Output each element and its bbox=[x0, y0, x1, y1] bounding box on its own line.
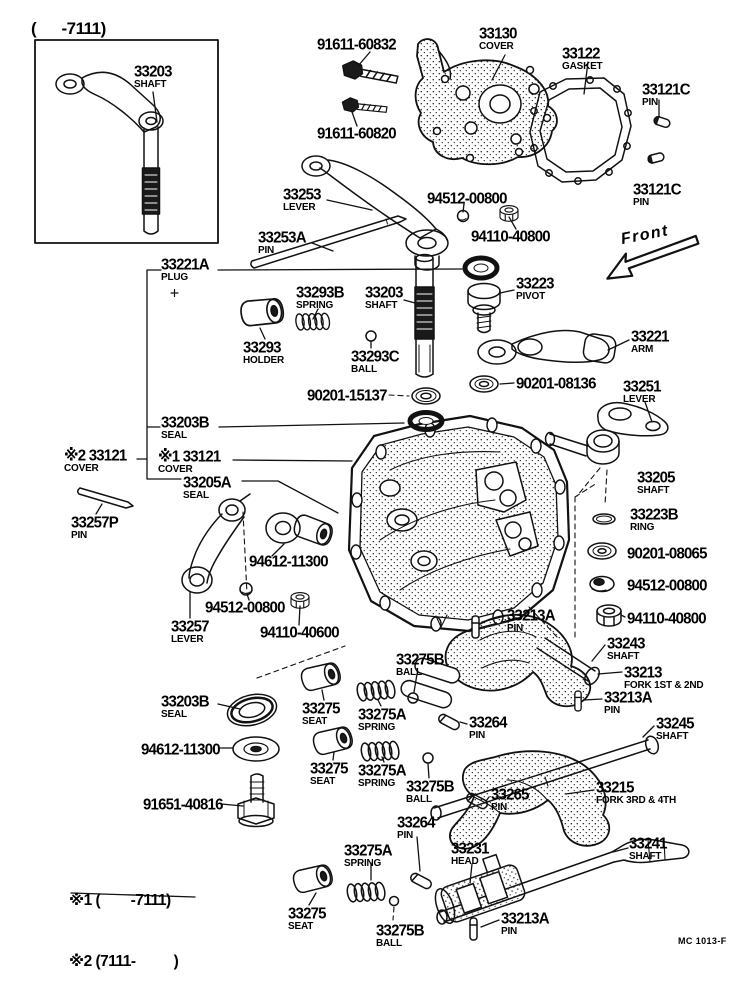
part-label bbox=[358, 707, 406, 733]
part-number: 33223 bbox=[516, 274, 554, 293]
part-number: 33213 bbox=[624, 663, 662, 682]
part-number: 33275 bbox=[310, 759, 348, 778]
part-label bbox=[471, 229, 550, 244]
part-number: 33223B bbox=[630, 505, 678, 524]
part-name: PIVOT bbox=[516, 291, 546, 302]
part-name: BALL bbox=[351, 364, 377, 375]
part-label bbox=[358, 763, 406, 789]
part-label bbox=[491, 787, 529, 813]
part-number: 33221A bbox=[161, 255, 209, 274]
part-name: SEAT bbox=[302, 716, 328, 727]
part-number: 33253A bbox=[258, 228, 306, 247]
part-label bbox=[451, 841, 489, 867]
part-number: 33265 bbox=[491, 785, 529, 804]
part-number: 90201-08065 bbox=[627, 544, 707, 563]
part-number: 33275B bbox=[396, 650, 444, 669]
part-name: LEVER bbox=[283, 202, 316, 213]
part-name: SPRING bbox=[358, 778, 396, 789]
part-label bbox=[406, 779, 454, 805]
part-label bbox=[397, 815, 435, 841]
part-name: LEVER bbox=[623, 394, 656, 405]
part-number: 33275 bbox=[302, 699, 340, 718]
footnotes bbox=[69, 851, 178, 992]
part-number: 33203 bbox=[365, 283, 403, 302]
part-number: 33205A bbox=[183, 473, 231, 492]
part-name: SHAFT bbox=[656, 731, 689, 742]
part-label bbox=[637, 470, 675, 496]
part-name: BALL bbox=[406, 794, 432, 805]
part-label bbox=[607, 636, 645, 662]
part-label bbox=[283, 187, 321, 213]
part-label bbox=[624, 665, 703, 691]
part-name: COVER bbox=[479, 41, 514, 52]
part-name: SEAL bbox=[183, 490, 209, 501]
part-number: 33257P bbox=[71, 513, 118, 532]
part-name: SPRING bbox=[296, 300, 334, 311]
part-label bbox=[260, 625, 339, 640]
part-label bbox=[317, 37, 396, 52]
footnote-2: ※2 (7111- ) bbox=[69, 952, 179, 970]
part-label bbox=[302, 701, 340, 727]
part-label bbox=[310, 761, 348, 787]
part-label bbox=[258, 230, 306, 256]
part-number: 33275A bbox=[358, 761, 406, 780]
part-name: PIN bbox=[258, 245, 275, 256]
part-number: 33275 bbox=[288, 904, 326, 923]
part-name: PIN bbox=[507, 623, 524, 634]
part-name: COVER bbox=[158, 464, 193, 475]
part-label bbox=[516, 376, 596, 391]
part-number: 33231 bbox=[451, 839, 489, 858]
part-label bbox=[479, 26, 517, 52]
part-number: 33257 bbox=[171, 617, 209, 636]
part-label bbox=[627, 546, 707, 561]
doc-code: MC 1013-F bbox=[678, 936, 727, 946]
part-name: PIN bbox=[642, 97, 659, 108]
part-label bbox=[158, 449, 220, 475]
part-label bbox=[351, 349, 399, 375]
part-label bbox=[427, 191, 507, 206]
part-number: 94110-40600 bbox=[260, 623, 339, 642]
part-name: PIN bbox=[469, 730, 486, 741]
part-label bbox=[656, 716, 694, 742]
part-number: 33251 bbox=[623, 377, 661, 396]
part-label bbox=[376, 923, 424, 949]
part-number: 33213A bbox=[501, 909, 549, 928]
part-number: ※1 33121 bbox=[158, 447, 221, 466]
part-number: 33121C bbox=[642, 80, 690, 99]
part-label bbox=[243, 340, 284, 366]
part-name: SEAT bbox=[310, 776, 336, 787]
part-label bbox=[296, 285, 344, 311]
part-label bbox=[64, 448, 126, 474]
part-name: PIN bbox=[501, 926, 518, 937]
part-name: PLUG bbox=[161, 272, 188, 283]
front-label: Front bbox=[619, 222, 671, 249]
part-name: SEAL bbox=[161, 430, 187, 441]
part-label bbox=[249, 554, 328, 569]
part-name: FORK 3RD & 4TH bbox=[596, 795, 676, 806]
part-number: 33275B bbox=[406, 777, 454, 796]
part-label bbox=[501, 911, 549, 937]
part-label bbox=[642, 82, 690, 108]
part-label bbox=[396, 652, 444, 678]
part-number: 33264 bbox=[469, 713, 507, 732]
part-name: FORK 1ST & 2ND bbox=[624, 680, 704, 691]
part-label bbox=[507, 608, 555, 634]
part-number: 94512-00800 bbox=[627, 576, 707, 595]
part-label bbox=[317, 126, 396, 141]
part-label bbox=[307, 388, 387, 403]
part-number: 33221 bbox=[631, 327, 669, 346]
part-label bbox=[205, 600, 285, 615]
part-label bbox=[161, 257, 209, 283]
part-number: 33293B bbox=[296, 283, 344, 302]
part-number: 91651-40816 bbox=[143, 795, 223, 814]
part-label bbox=[596, 780, 676, 806]
part-name: PIN bbox=[491, 802, 508, 813]
part-label bbox=[161, 694, 209, 720]
part-number: 33245 bbox=[656, 714, 694, 733]
part-label bbox=[630, 507, 678, 533]
part-number: ※2 33121 bbox=[64, 446, 127, 465]
part-label bbox=[71, 515, 118, 541]
part-number: 94110-40800 bbox=[471, 227, 550, 246]
part-number: 94612-11300 bbox=[249, 552, 328, 571]
part-number: 90201-15137 bbox=[307, 386, 387, 405]
part-number: 33213A bbox=[507, 606, 555, 625]
part-label bbox=[469, 715, 507, 741]
part-number: 33203B bbox=[161, 692, 209, 711]
part-name: BALL bbox=[376, 938, 402, 949]
part-number: 33264 bbox=[397, 813, 435, 832]
part-number: 33215 bbox=[596, 778, 634, 797]
part-name: ARM bbox=[631, 344, 654, 355]
part-label bbox=[631, 329, 669, 355]
part-number: 94512-00800 bbox=[205, 598, 285, 617]
part-number: 33253 bbox=[283, 185, 321, 204]
part-name: PIN bbox=[71, 530, 88, 541]
part-number: 90201-08136 bbox=[516, 374, 596, 393]
part-label bbox=[562, 46, 602, 72]
part-name: SPRING bbox=[344, 858, 382, 869]
part-name: SEAT bbox=[288, 921, 314, 932]
footnote-1: ※1 ( -7111) bbox=[69, 892, 171, 910]
part-name: SEAL bbox=[161, 709, 187, 720]
part-label bbox=[629, 836, 667, 862]
part-name: PIN bbox=[397, 830, 414, 841]
part-name: COVER bbox=[64, 463, 99, 474]
part-name: LEVER bbox=[171, 634, 204, 645]
part-label bbox=[161, 415, 209, 441]
part-name: RING bbox=[630, 522, 655, 533]
part-number: 33122 bbox=[562, 44, 600, 63]
part-number: 33275B bbox=[376, 921, 424, 940]
part-number: 91611-60820 bbox=[317, 124, 396, 143]
part-name: SHAFT bbox=[607, 651, 640, 662]
part-label bbox=[516, 276, 554, 302]
part-name: SHAFT bbox=[365, 300, 398, 311]
part-name: BALL bbox=[396, 667, 422, 678]
part-number: 33241 bbox=[629, 834, 667, 853]
part-number: 33275A bbox=[344, 841, 392, 860]
part-number: 33121C bbox=[633, 180, 681, 199]
part-number: 94612-11300 bbox=[141, 740, 220, 759]
part-number: 94110-40800 bbox=[627, 609, 706, 628]
part-label bbox=[627, 611, 706, 626]
part-label bbox=[604, 690, 652, 716]
part-number: 33243 bbox=[607, 634, 645, 653]
part-number: 91611-60832 bbox=[317, 35, 396, 54]
part-name: PIN bbox=[604, 705, 621, 716]
part-label bbox=[344, 843, 392, 869]
part-name: SHAFT bbox=[629, 851, 662, 862]
part-number: 33293C bbox=[351, 347, 399, 366]
inset-variant-note: ( -7111) bbox=[31, 19, 106, 38]
part-name: PIN bbox=[633, 197, 650, 208]
part-name: SHAFT bbox=[134, 79, 167, 90]
part-name: SPRING bbox=[358, 722, 396, 733]
part-number: 33130 bbox=[479, 24, 517, 43]
part-number: 94512-00800 bbox=[427, 189, 507, 208]
part-label bbox=[633, 182, 681, 208]
part-label bbox=[627, 578, 707, 593]
part-number: 33275A bbox=[358, 705, 406, 724]
part-label bbox=[134, 64, 172, 90]
part-number: 33203B bbox=[161, 413, 209, 432]
part-name: GASKET bbox=[562, 61, 603, 72]
part-label bbox=[141, 742, 220, 757]
part-label bbox=[365, 285, 403, 311]
part-label bbox=[623, 379, 661, 405]
part-number: 33203 bbox=[134, 62, 172, 81]
part-name: HOLDER bbox=[243, 355, 285, 366]
part-number: 33213A bbox=[604, 688, 652, 707]
part-name: SHAFT bbox=[637, 485, 670, 496]
part-label bbox=[288, 906, 326, 932]
part-label bbox=[143, 797, 223, 812]
part-label bbox=[171, 619, 209, 645]
part-number: 33205 bbox=[637, 468, 675, 487]
part-label bbox=[183, 475, 231, 501]
part-name: HEAD bbox=[451, 856, 479, 867]
part-number: 33293 bbox=[243, 338, 281, 357]
